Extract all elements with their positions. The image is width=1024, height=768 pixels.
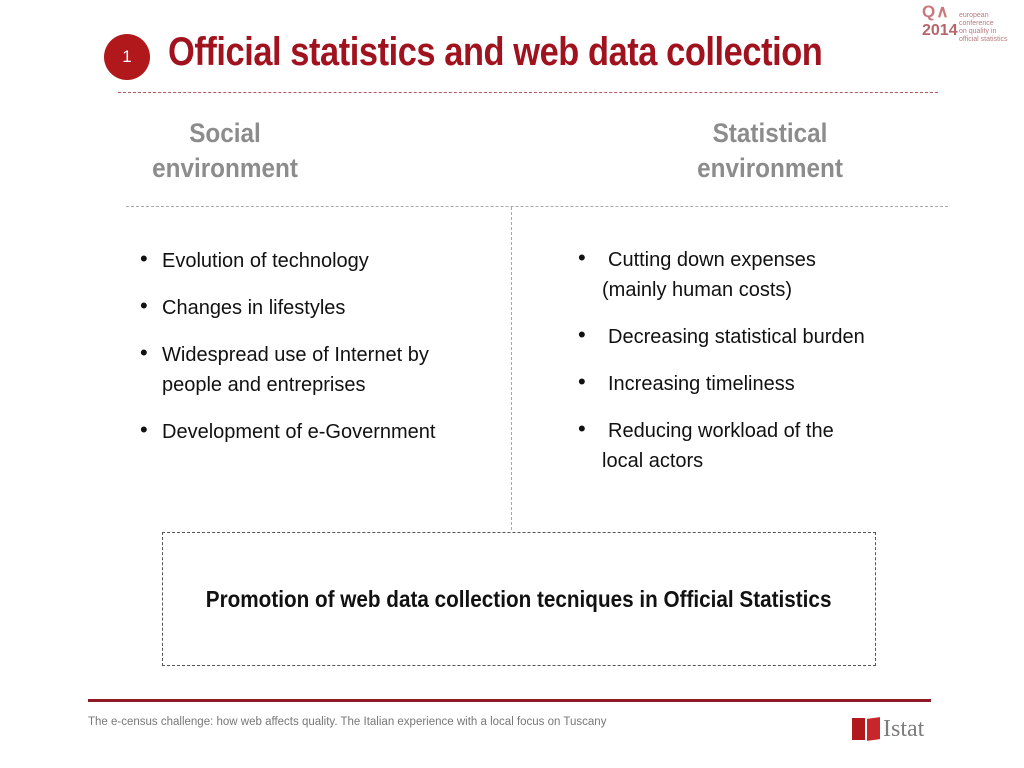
list-item [140, 293, 490, 323]
logo-text [959, 12, 1020, 44]
istat-mark-icon [852, 718, 865, 740]
item-text: Cutting down expenses [608, 249, 816, 271]
slide-title: Official statistics and web data collection [168, 30, 823, 74]
list-item [578, 369, 908, 399]
item-text: Evolution of technology [162, 250, 369, 272]
slide-number-badge [104, 34, 150, 80]
bullet-icon: • [578, 369, 586, 394]
list-item [578, 416, 908, 476]
logo-mark: Q∧ [922, 2, 950, 21]
istat-wordmark: Istat [883, 716, 925, 742]
promotion-box [162, 532, 876, 666]
item-text: Widespread use of Internet by [162, 344, 429, 366]
slide-number: 1 [122, 47, 132, 66]
heading-line: environment [152, 153, 298, 183]
title-divider [118, 92, 938, 93]
item-text-continued: (mainly human costs) [602, 279, 793, 301]
list-item [140, 246, 490, 276]
bullet-icon: • [140, 340, 148, 365]
bullet-icon: • [578, 322, 586, 347]
heading-line: Statistical [712, 118, 828, 148]
list-item [140, 340, 490, 400]
logo-line: european conference [959, 12, 994, 27]
istat-logo [852, 716, 936, 744]
bullet-icon: • [578, 245, 586, 270]
logo-line: official statistics [959, 36, 1008, 43]
horizontal-divider [126, 206, 948, 207]
footer-divider [88, 699, 931, 702]
bullet-icon: • [578, 416, 586, 441]
item-text: Reducing workload of the [608, 420, 834, 442]
logo-year: 2014 [922, 22, 958, 39]
list-item [578, 245, 908, 305]
footer-caption: The e-census challenge: how web affects quality. The Italian experience with a local focus on Tuscany [88, 716, 607, 728]
item-text: Development of e-Government [162, 421, 436, 443]
promotion-text: Promotion of web data collection tecniques in Official Statistics [206, 585, 832, 612]
heading-line: Social [189, 118, 261, 148]
list-item [578, 322, 908, 352]
vertical-divider [511, 207, 512, 530]
bullet-icon: • [140, 246, 148, 271]
conference-logo [920, 0, 1020, 46]
bullet-icon: • [140, 293, 148, 318]
social-environment-heading [122, 116, 329, 186]
statistical-factors-list [578, 245, 908, 493]
item-text-continued: local actors [602, 450, 704, 472]
social-factors-list [140, 246, 490, 464]
item-text: Changes in lifestyles [162, 297, 346, 319]
istat-mark-icon [867, 717, 880, 741]
heading-line: environment [697, 153, 843, 183]
logo-line: on quality in [959, 28, 997, 35]
statistical-environment-heading [667, 116, 874, 186]
item-text: Increasing timeliness [608, 373, 795, 395]
item-text-continued: people and entreprises [162, 374, 366, 396]
item-text: Decreasing statistical burden [608, 326, 865, 348]
list-item [140, 417, 490, 447]
bullet-icon: • [140, 417, 148, 442]
